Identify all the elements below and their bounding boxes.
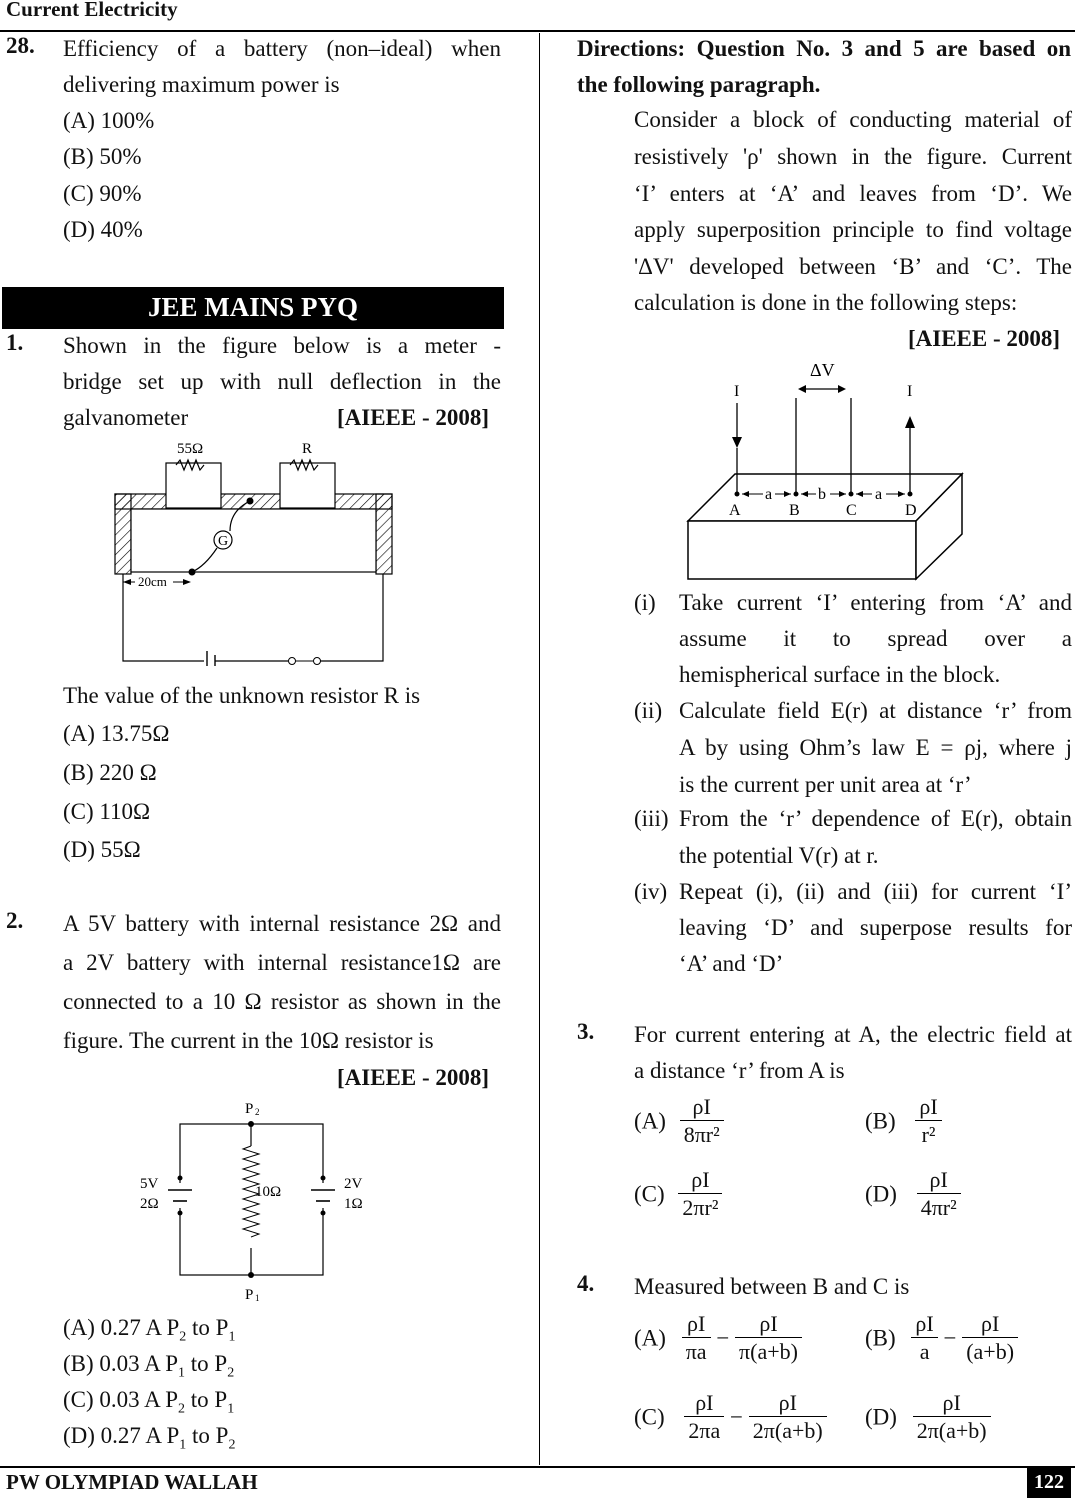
q3-number: 3. (577, 1019, 595, 1044)
step-iv-line2: leaving ‘D’ and superpose results for (679, 915, 1072, 940)
q2-option-a: (A) 0.27 A $P_2$ to $P_1$ (63, 1315, 236, 1345)
step-ii-line3: is the current per unit area at ‘r’ (679, 772, 972, 797)
q4-option-c: (C) $\frac{\rho I}{2\pi a}$ − $\frac{\rho I}{2\pi(a+b)}$ (634, 1390, 827, 1445)
step-i-line2: assume it to spread over a (679, 626, 1072, 651)
step-i-line3: hemispherical surface in the block. (679, 662, 1001, 687)
q3-line2: a distance ‘r’ from A is (634, 1058, 845, 1083)
step-iii-line1: From the ‘r’ dependence of E(r), obtain (679, 806, 1072, 831)
fig2-r1-label: 2Ω (140, 1196, 159, 1212)
conducting-block-figure (680, 356, 970, 586)
running-header: Current Electricity (6, 0, 178, 21)
svg-text:1: 1 (255, 1293, 260, 1303)
p1-label: P (245, 1287, 254, 1303)
q4-number: 4. (577, 1271, 595, 1296)
q1-option-a: (A) 13.75Ω (63, 721, 170, 746)
directions-para-4: apply superposition principle to find voltage (634, 217, 1072, 242)
step-iii-number: (iii) (634, 806, 669, 831)
q2-line3: connected to a 10 Ω resistor as shown in the (63, 989, 501, 1014)
meter-bridge-figure (105, 436, 405, 666)
directions-para-3: ‘I’ enters at ‘A’ and leaves from ‘D’. We (634, 181, 1072, 206)
q1-question: The value of the unknown resistor R is (63, 683, 421, 708)
step-iv-line3: ‘A’ and ‘D’ (679, 951, 784, 976)
q4-line1: Measured between B and C is (634, 1274, 910, 1299)
footer-brand: PW OLYMPIAD WALLAH (6, 1470, 258, 1494)
current-out-label: I (907, 383, 913, 400)
q1-line1: Shown in the figure below is a meter - (63, 333, 501, 358)
section-banner: JEE MAINS PYQ (2, 287, 504, 329)
directions-para-2: resistively 'ρ' shown in the figure. Current (634, 144, 1072, 169)
q1-number: 1. (6, 330, 24, 355)
directions-para-6: calculation is done in the following steps: (634, 290, 1018, 315)
q4-option-b: (B) $\frac{\rho I}{a}$ − $\frac{\rho I}{(a+b)}$ (865, 1311, 1018, 1366)
q1-option-c: (C) 110Ω (63, 799, 151, 824)
q1-line2: bridge set up with null deflection in the (63, 369, 501, 394)
q3-option-a: (A) $\frac{\rho I}{\text{8πr²}}$ (634, 1094, 724, 1149)
q28-line2: delivering maximum power is (63, 72, 340, 97)
directions-source-tag: [AIEEE - 2008] (908, 326, 1061, 351)
q28-option-d: (D) 40% (63, 217, 143, 242)
step-iv-number: (iv) (634, 879, 668, 904)
q28-option-b: (B) 50% (63, 144, 142, 169)
page-number: 122 (1027, 1467, 1071, 1498)
q28-option-a: (A) 100% (63, 108, 155, 133)
q3-line1: For current entering at A, the electric field at (634, 1022, 1072, 1047)
fig2-v1-label: 5V (140, 1176, 159, 1192)
step-iv-line1: Repeat (i), (ii) and (iii) for current ‘I’ (679, 879, 1072, 904)
svg-text:2: 2 (255, 1107, 260, 1117)
galvanometer-label: G (218, 534, 229, 549)
q3-option-d: (D) $\frac{\rho I}{\text{4πr²}}$ (865, 1167, 961, 1222)
directions-line1: Directions: Question No. 3 and 5 are based on (577, 36, 1071, 61)
q1-option-b: (B) 220 Ω (63, 760, 157, 785)
q1-source-tag: [AIEEE - 2008] (337, 405, 490, 430)
q2-number: 2. (6, 908, 24, 933)
step-i-line1: Take current ‘I’ entering from ‘A’ and (679, 590, 1072, 615)
current-in-label: I (734, 383, 740, 400)
q1-line3: galvanometer (63, 405, 189, 430)
q1-option-d: (D) 55Ω (63, 837, 141, 862)
q2-line4: figure. The current in the 10Ω resistor is (63, 1028, 434, 1053)
q4-option-d: (D) $\frac{\rho I}{2\pi(a+b)}$ (865, 1390, 991, 1445)
q2-line1: A 5V battery with internal resistance 2Ω and (63, 911, 501, 936)
q3-option-b: (B) $\frac{\rho I}{\text{r²}}$ (865, 1094, 942, 1149)
q4-option-a: (A) $\frac{\rho I}{\pi a}$ − $\frac{\rho I}{\pi(a+b)}$ (634, 1311, 802, 1366)
fig2-r-label: 10Ω (255, 1184, 282, 1200)
step-ii-line2: A by using Ohm’s law E = ρj, where j (679, 735, 1072, 760)
q28-line1: Efficiency of a battery (non–ideal) when (63, 36, 501, 61)
point-c-label: C (846, 502, 857, 519)
q2-option-d: (D) 0.27 A $P_1$ to $P_2$ (63, 1423, 236, 1453)
directions-para-1: Consider a block of conducting material of (634, 107, 1072, 132)
fig1-r2-label: R (302, 441, 313, 457)
fig2-r2-label: 1Ω (344, 1196, 363, 1212)
q3-option-c: (C) $\frac{\rho I}{\text{2πr²}}$ (634, 1167, 722, 1222)
svg-text:b: b (818, 486, 826, 503)
footer-rule (0, 1466, 1075, 1468)
q2-option-b: (B) 0.03 A $P_1$ to $P_2$ (63, 1351, 235, 1381)
q2-option-c: (C) 0.03 A $P_2$ to $P_1$ (63, 1387, 235, 1417)
q28-option-c: (C) 90% (63, 181, 142, 206)
q2-line2: a 2V battery with internal resistance1Ω are (63, 950, 501, 975)
point-a-label: A (729, 502, 741, 519)
svg-text:a: a (875, 486, 883, 503)
point-d-label: D (905, 502, 917, 519)
svg-text:a: a (765, 486, 773, 503)
point-b-label: B (789, 502, 800, 519)
step-ii-number: (ii) (634, 698, 663, 723)
step-ii-line1: Calculate field E(r) at distance ‘r’ from (679, 698, 1072, 723)
battery-circuit-figure (135, 1098, 385, 1308)
fig1-r1-label: 55Ω (177, 441, 204, 457)
directions-line2: the following paragraph. (577, 72, 821, 97)
step-iii-line2: the potential V(r) at r. (679, 843, 879, 868)
length-label: 20cm (138, 574, 167, 589)
column-divider (539, 33, 540, 1465)
delta-v-label: ΔV (810, 360, 835, 380)
q2-source-tag: [AIEEE - 2008] (337, 1065, 490, 1090)
p2-label: P (245, 1101, 254, 1117)
q28-number: 28. (6, 33, 35, 58)
step-i-number: (i) (634, 590, 656, 615)
directions-para-5: 'ΔV' developed between ‘B’ and ‘C’. The (634, 254, 1072, 279)
fig2-v2-label: 2V (344, 1176, 363, 1192)
